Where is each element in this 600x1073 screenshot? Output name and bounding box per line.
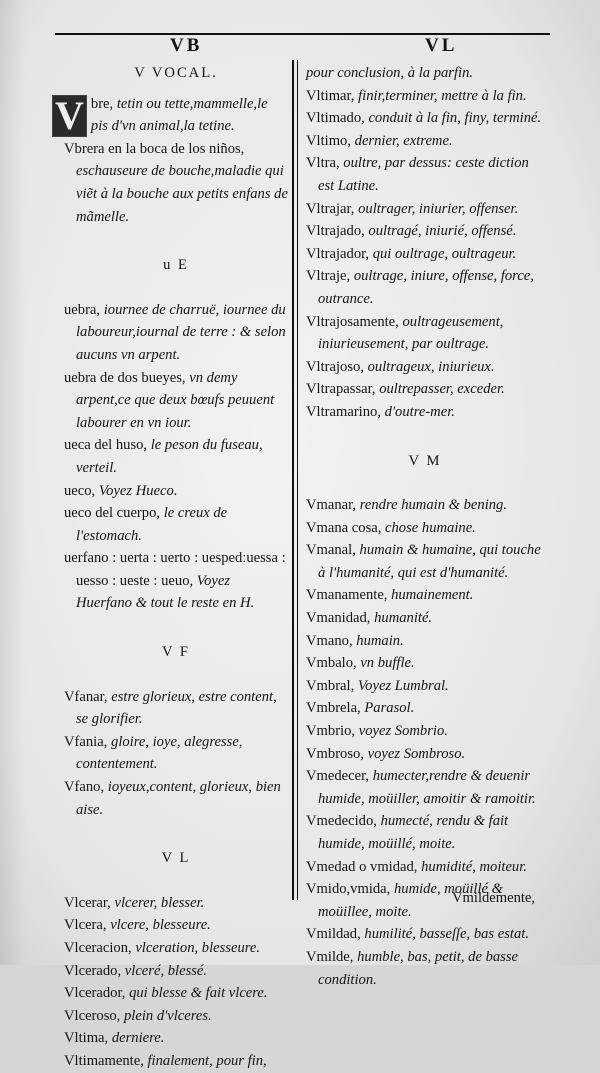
entry-headword: Vmildad, — [306, 926, 361, 943]
dictionary-entry — [306, 584, 544, 607]
entry-headword: Vmedecer, — [306, 768, 370, 785]
right-column — [306, 62, 544, 991]
dictionary-entry — [306, 810, 544, 855]
entry-definition: humainement. — [391, 587, 474, 604]
entry-headword: Vbrera en la boca de los niños, — [64, 140, 245, 157]
entry-definition: humble, bas, petit, de basse condition. — [318, 948, 519, 988]
dictionary-entry — [306, 720, 544, 743]
dictionary-entry — [64, 960, 288, 983]
dictionary-entry — [64, 686, 288, 731]
entry-definition: humidité, moiteur. — [421, 858, 527, 875]
entry-definition: le creux de l'estomach. — [76, 505, 228, 544]
entry-headword: Vltrajoso, — [306, 358, 364, 375]
entry-headword: Vltramarino, — [306, 403, 381, 420]
running-head-right: VL — [425, 35, 458, 56]
entry-headword: Vlcera, — [64, 917, 107, 934]
dictionary-entry — [306, 378, 544, 401]
entry-definition: rendre humain & bening. — [359, 497, 508, 514]
dictionary-entry — [306, 652, 544, 675]
dictionary-entry — [64, 434, 288, 479]
entry-definition: humecté, rendu & fait humide, moüillé, moite. — [318, 813, 509, 852]
entry-headword: Vmilde, — [306, 948, 354, 965]
entry-headword: Vmbrela, — [306, 700, 361, 717]
entry-definition: dernier, extreme. — [354, 132, 453, 149]
header-rule — [55, 33, 550, 35]
entry-headword: Vltrajador, — [306, 245, 370, 262]
entry-definition: le peson du fuseau, verteil. — [76, 437, 263, 476]
entry-definition: vlceré, blessé. — [124, 962, 208, 979]
entry-definition: vn buffle. — [360, 655, 415, 672]
entry-definition: vlcerer, blesser. — [114, 894, 205, 911]
dictionary-entry — [306, 152, 544, 197]
entry-headword: Vltimar, — [306, 87, 355, 104]
dictionary-entry — [64, 480, 288, 503]
section-heading: V VOCAL. — [134, 65, 218, 81]
entry-definition: vn demy arpent,ce que deux bœufs peuuent labourer en vn iour. — [76, 369, 275, 431]
dictionary-entry — [306, 765, 544, 810]
entry-headword: Vltrapassar, — [306, 381, 376, 398]
entry-definition: iournee de charruë, iournee du laboureur,iournal de terre : & selon aucuns vn arpent. — [76, 301, 286, 363]
entry-headword: Vltra, — [306, 155, 340, 172]
dictionary-entry — [306, 220, 544, 243]
entry-definition: voyez Sombrio. — [358, 723, 448, 740]
dictionary-entry — [64, 731, 288, 776]
entry-headword: Vmido,vmida, — [306, 881, 391, 898]
entry-headword: ueco del cuerpo, — [64, 505, 161, 522]
entry-headword: Vlcerado, — [64, 962, 122, 979]
dictionary-entry — [306, 198, 544, 221]
entry-headword: uebra de dos bueyes, — [64, 369, 186, 386]
dictionary-entry — [64, 138, 288, 228]
decorated-initial: V — [52, 95, 87, 137]
entry-definition: ioyeux,content, glorieux, bien aise. — [76, 779, 281, 818]
entry-definition: oultragé, iniurié, offensé. — [368, 223, 517, 240]
entry-definition: oultrage, iniure, offense, force, outrance. — [318, 268, 534, 307]
entry-definition: d'outre-mer. — [384, 403, 455, 420]
entry-definition: finir,terminer, mettre à la fin. — [358, 87, 527, 104]
dictionary-entry — [306, 107, 544, 130]
dictionary-entry — [306, 130, 544, 153]
entry-definition: humilité, basseſſe, bas estat. — [364, 926, 529, 943]
dictionary-entry — [306, 539, 544, 584]
entry-headword: Vmanar, — [306, 497, 357, 514]
section-heading: V F — [161, 644, 191, 661]
entry-headword: Vfanar, — [64, 688, 108, 705]
entry-headword: Vmanidad, — [306, 610, 371, 627]
entry-definition: eschauseure de bouche,maladie qui viẽt à la bouche aux petits enfans de mãmelle. — [76, 163, 288, 225]
entry-headword: Vlcerador, — [64, 985, 126, 1002]
dictionary-entry — [306, 85, 544, 108]
dictionary-entry — [306, 265, 544, 310]
entry-headword: ueco, — [64, 482, 96, 499]
entry-headword: Vmana cosa, — [306, 519, 382, 536]
entry-definition: conduit à la fin, finy, terminé. — [368, 110, 542, 127]
section-heading: V L — [161, 850, 191, 867]
entry-definition: tetin ou tette,mammelle,le pis d'vn animal,la tetine. — [90, 95, 268, 135]
entry-headword: Vmanal, — [306, 542, 356, 559]
entry-headword: Vmedad o vmidad, — [306, 858, 418, 875]
entry-headword: Vltraje, — [306, 268, 351, 285]
entry-definition: humecter,rendre & deuenir humide, moüiller, amoitir & ramoitir. — [318, 768, 536, 807]
entry-headword: Vmbral, — [306, 677, 355, 694]
entry-definition: oultrageusement, iniurieusement, par oultrage. — [318, 313, 504, 353]
entry-definition: humain. — [356, 632, 404, 649]
entry-headword: Vltimo, — [306, 132, 351, 149]
dictionary-entry — [306, 697, 544, 720]
dictionary-entry — [64, 892, 288, 915]
running-head-left: VB — [170, 35, 203, 56]
entry-headword: Vltima, — [64, 1030, 109, 1047]
entry-headword: Vmano, — [306, 632, 353, 649]
entry-headword: Vltrajar, — [306, 200, 355, 217]
catchword: Vmildemente, — [452, 890, 536, 906]
entry-definition: qui oultrage, oultrageur. — [372, 245, 517, 262]
entry-definition: Voyez Lumbral. — [357, 677, 449, 694]
section-heading: u E — [163, 257, 189, 274]
dictionary-entry — [306, 946, 544, 991]
entry-definition: Voyez Hueco. — [98, 482, 178, 499]
entry-headword: Vfano, — [64, 779, 105, 796]
entry-headword: ueca del huso, — [64, 437, 148, 454]
section-heading: V M — [408, 452, 442, 469]
entry-headword: Vfania, — [64, 733, 108, 750]
dictionary-entry — [64, 367, 288, 435]
entry-definition: pour conclusion, à la parfin. — [306, 65, 474, 81]
entry-headword: Vltrajosamente, — [306, 313, 399, 330]
left-column — [55, 62, 288, 1073]
dictionary-entry — [306, 923, 544, 946]
dictionary-entry — [306, 743, 544, 766]
dictionary-entry — [306, 494, 544, 517]
dictionary-entry — [64, 1050, 288, 1073]
entry-headword: uebra, — [64, 301, 101, 318]
entry-headword: Vmbroso, — [306, 745, 364, 762]
entry-definition: Parasol. — [364, 700, 415, 717]
entry-definition: qui blesse & fait vlcere. — [129, 985, 268, 1002]
entry-headword: bre, — [90, 95, 114, 112]
gutter-shadow — [0, 0, 26, 965]
entry-headword: Vltimamente, — [64, 1052, 144, 1069]
entry-headword: Vltimado, — [306, 110, 365, 127]
dictionary-entry — [306, 356, 544, 379]
entry-definition: humain & humaine, qui touche à l'humanité, qui est d'humanité. — [318, 542, 541, 581]
dictionary-entry — [306, 401, 544, 424]
entry-definition: oultrager, iniurier, offenser. — [358, 200, 519, 217]
column-divider — [292, 60, 294, 900]
dictionary-entry — [64, 547, 288, 615]
entry-headword: Vlceroso, — [64, 1007, 121, 1024]
entry-definition: vlcere, blesseure. — [110, 917, 211, 934]
dictionary-entry — [64, 982, 288, 1005]
dictionary-entry — [306, 675, 544, 698]
entry-definition: voyez Sombroso. — [367, 745, 466, 762]
entry-headword: Vlceracion, — [64, 940, 132, 956]
entry-definition: finalement, pour fin, — [147, 1052, 267, 1069]
dictionary-entry — [64, 1005, 288, 1028]
entry-definition: chose humaine. — [385, 519, 476, 536]
column-divider-thin — [297, 60, 298, 900]
entry-definition: humide, moüillé & moüillee, moite. — [318, 881, 504, 920]
entry-definition: vlceration, blesseure. — [135, 940, 261, 956]
entry-definition: oultrepasser, exceder. — [379, 381, 505, 398]
entry-definition: oultre, par dessus: ceste diction est Latine. — [318, 155, 529, 194]
entry-definition: gloire, ioye, alegresse, contentement. — [76, 733, 243, 773]
dictionary-entry — [306, 856, 544, 879]
dictionary-entry — [64, 299, 288, 367]
dictionary-entry — [306, 517, 544, 540]
entry-headword: Vmanamente, — [306, 587, 388, 604]
dictionary-entry — [306, 243, 544, 266]
dictionary-entry — [306, 630, 544, 653]
entry-headword: Vmbrio, — [306, 723, 356, 740]
entry-headword: uerfano : uerta : uerto : uespedːuessa : uesso : ueste : ueuo, — [64, 550, 286, 589]
entry-definition: oultrageux, iniurieux. — [367, 358, 495, 375]
entry-definition: estre glorieux, estre content, se glorifier. — [76, 688, 277, 728]
entry-definition: plein d'vlceres. — [124, 1007, 212, 1024]
entry-definition: humanité. — [374, 610, 433, 627]
dictionary-entry — [64, 502, 288, 547]
dictionary-entry — [64, 937, 288, 960]
dictionary-entry — [306, 311, 544, 356]
dictionary-entry — [55, 92, 288, 138]
entry-headword: Vltrajado, — [306, 223, 365, 240]
entry-headword: Vmedecido, — [306, 813, 377, 830]
dictionary-entry — [64, 776, 288, 821]
dictionary-entry — [306, 62, 544, 85]
entry-headword: Vlcerar, — [64, 894, 111, 911]
entry-definition: Voyez Huerfano & tout le reste en H. — [76, 572, 255, 612]
entry-headword: Vmbalo, — [306, 655, 357, 672]
dictionary-entry — [64, 1027, 288, 1050]
dictionary-entry — [306, 607, 544, 630]
dictionary-entry — [64, 914, 288, 937]
entry-definition: derniere. — [111, 1030, 165, 1047]
